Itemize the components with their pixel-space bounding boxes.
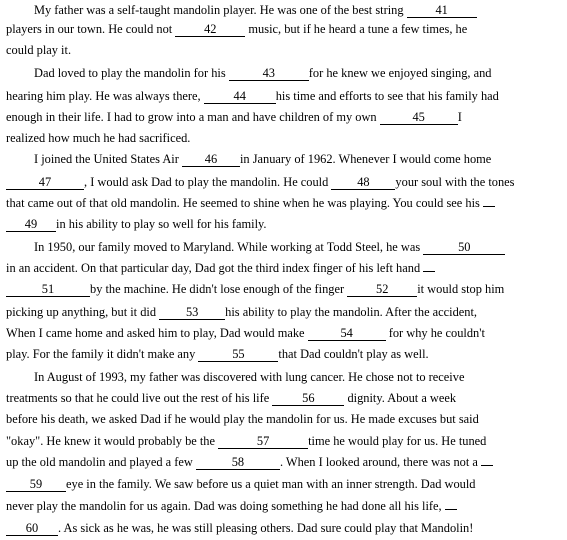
passage-line [6, 323, 485, 343]
passage-text: for he knew we enjoyed singing, and [308, 66, 492, 80]
passage-text: his ability to play the mandolin. After the accident, [225, 305, 478, 319]
passage-text: I joined the United States Air [34, 152, 182, 166]
passage-text: When I came home and asked him to play, Dad would make [6, 326, 308, 340]
blank-46[interactable]: 46 [182, 152, 240, 167]
passage-line [6, 388, 456, 408]
passage-line [6, 107, 462, 127]
blank-52[interactable]: 52 [347, 282, 417, 297]
blank-59[interactable]: 59 [6, 477, 66, 492]
blank-continuation[interactable] [481, 465, 493, 466]
blank-continuation[interactable] [483, 206, 495, 207]
passage-text: eye in the family. We saw before us a quiet man with an inner strength. Dad would [66, 477, 476, 491]
passage-text: Dad loved to play the mandolin for his [34, 66, 229, 80]
passage-text: up the old mandolin and played a few [6, 455, 196, 469]
blank-49[interactable]: 49 [6, 217, 56, 232]
blank-47[interactable]: 47 [6, 175, 84, 190]
passage-text: My father was a self-taught mandolin player. He was one of the best string [34, 3, 407, 17]
passage-text: could play it. [6, 43, 72, 57]
passage-line [34, 237, 505, 257]
blank-57[interactable]: 57 [218, 434, 308, 449]
passage-line [6, 474, 476, 494]
blank-56[interactable]: 56 [272, 391, 344, 406]
passage-line [6, 279, 504, 299]
blank-41[interactable]: 41 [407, 3, 477, 18]
passage-line [6, 258, 435, 278]
passage-text: treatments so that he could live out the rest of his life [6, 391, 273, 405]
passage-text: music, but if he heard a tune a few times, he [245, 22, 468, 36]
passage-text: In 1950, our family moved to Maryland. While working at Todd Steel, he was [34, 240, 424, 254]
blank-44[interactable]: 44 [204, 89, 276, 104]
passage-text: your soul with the tones [395, 175, 515, 189]
passage-text: before his death, we asked Dad if he would play the mandolin for us. He made excuses but said [6, 412, 479, 426]
passage-text: In August of 1993, my father was discovered with lung cancer. He chose not to receive [34, 370, 465, 384]
passage-text: dignity. About a week [344, 391, 457, 405]
passage-line [6, 214, 267, 234]
passage-line [6, 172, 515, 192]
blank-50[interactable]: 50 [423, 240, 505, 255]
blank-55[interactable]: 55 [198, 347, 278, 362]
passage-text: , I would ask Dad to play the mandolin. He could [84, 175, 332, 189]
passage-text: I [457, 110, 462, 124]
passage-text: . When I looked around, there was not a [279, 455, 481, 469]
passage-line [6, 496, 457, 516]
blank-45[interactable]: 45 [380, 110, 458, 125]
blank-42[interactable]: 42 [175, 22, 245, 37]
passage-line [34, 63, 492, 83]
passage-line [6, 344, 429, 364]
blank-58[interactable]: 58 [196, 455, 280, 470]
passage-text: it would stop him [417, 282, 505, 296]
blank-53[interactable]: 53 [159, 305, 225, 320]
passage-text: that Dad couldn't play as well. [278, 347, 429, 361]
passage-text: his time and efforts to see that his family had [275, 89, 499, 103]
passage-line [6, 128, 190, 148]
passage-text: "okay". He knew it would probably be the [6, 434, 219, 448]
passage-line [6, 452, 493, 472]
passage-text: . As sick as he was, he was still pleasing others. Dad sure could play that Mandolin! [58, 521, 474, 535]
passage-line [6, 19, 467, 39]
passage-text: in an accident. On that particular day, Dad got the third index finger of his left hand [6, 261, 424, 275]
passage-text: hearing him play. He was always there, [6, 89, 204, 103]
passage-line [6, 302, 477, 322]
passage-line [6, 518, 473, 538]
passage-line [6, 86, 499, 106]
passage-text: in his ability to play so well for his family. [56, 217, 267, 231]
passage-text: enough in their life. I had to grow into a man and have children of my own [6, 110, 380, 124]
passage-text: for why he couldn't [385, 326, 485, 340]
passage-text: that came out of that old mandolin. He seemed to shine when he was playing. You could see his [6, 196, 483, 210]
passage-text: by the machine. He didn't lose enough of the finger [90, 282, 348, 296]
passage-text: play. For the family it didn't make any [6, 347, 199, 361]
passage-line [34, 367, 464, 387]
blank-continuation[interactable] [423, 271, 435, 272]
passage-text: time he would play for us. He tuned [308, 434, 487, 448]
passage-text: never play the mandolin for us again. Dad was doing something he had done all his life, [6, 499, 445, 513]
passage-line [6, 40, 71, 60]
passage-line [34, 0, 477, 20]
passage-text: players in our town. He could not [6, 22, 176, 36]
passage-line [6, 431, 486, 451]
passage-text: picking up anything, but it did [6, 305, 160, 319]
blank-60[interactable]: 60 [6, 521, 58, 536]
passage-line [34, 149, 491, 169]
passage-text: realized how much he had sacrificed. [6, 131, 191, 145]
blank-continuation[interactable] [445, 509, 457, 510]
blank-54[interactable]: 54 [308, 326, 386, 341]
passage-line [6, 409, 479, 429]
blank-51[interactable]: 51 [6, 282, 90, 297]
blank-48[interactable]: 48 [331, 175, 395, 190]
passage-text: in January of 1962. Whenever I would come home [239, 152, 492, 166]
passage-line [6, 193, 495, 213]
blank-43[interactable]: 43 [229, 66, 309, 81]
